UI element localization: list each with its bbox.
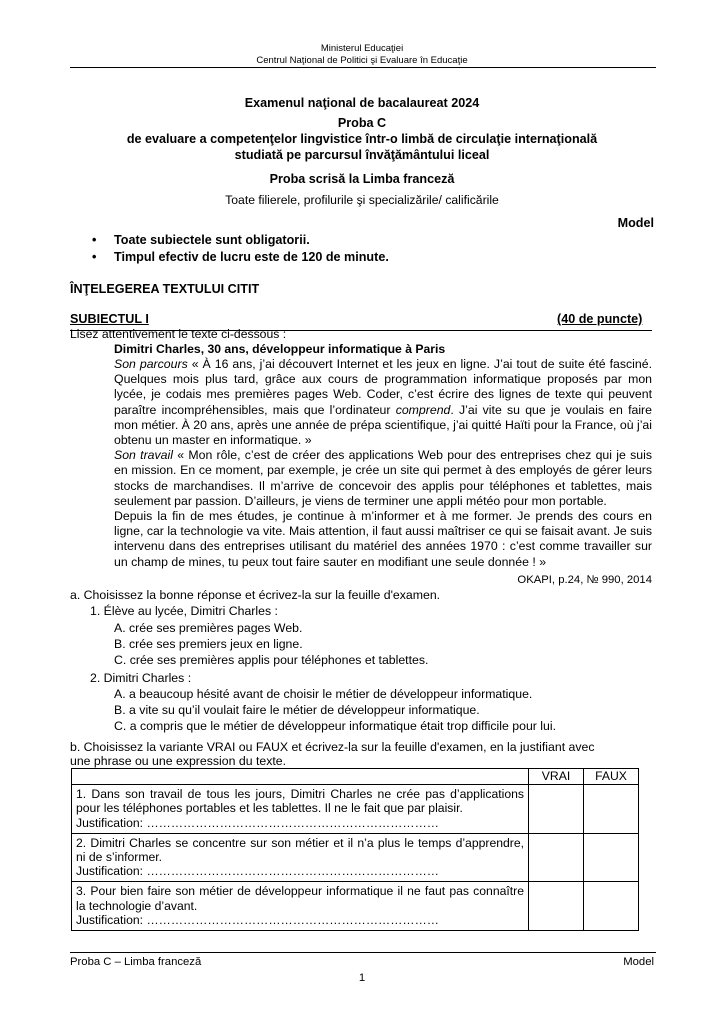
justification-line: Justification: ……………………………………………………………… — [76, 864, 439, 879]
vrai-cell — [529, 882, 584, 931]
footer-right: Model — [623, 956, 654, 968]
exam-title: Examenul naţional de bacalaureat 2024 — [244, 96, 480, 110]
part-a-instruction: a. Choisissez la bonne réponse et écrivez-la sur la feuille d'examen. — [70, 588, 441, 602]
true-false-table — [71, 768, 639, 931]
table-row — [72, 882, 639, 931]
travail-text: « Mon rôle, c’est de créer des applications Web pour des entreprises chez qui je suis en mission. En ce moment, par exemple, je crée un site qui permet à des employés de gérer leurs stocks de marchandises. Il m’arrive de concevoir des applis pour téléphones et tablettes, mais seulement par passion. D’ailleurs, je viens de terminer une appli météo pour mon portable. — [114, 448, 652, 508]
text-title: Dimitri Charles, 30 ans, développeur informatique à Paris — [114, 342, 446, 356]
header-ministry: Ministerul Educaţiei — [320, 43, 404, 54]
emphasis-comprend: comprend — [395, 402, 451, 417]
streams-line: Toate filierele, profilurile şi specializările/ calificările — [225, 193, 499, 207]
written-test-title: Proba scrisă la Limba franceză — [269, 172, 455, 186]
instructions-list — [92, 232, 389, 266]
subject-points: (40 de puncte) — [557, 312, 643, 326]
proba-title: Proba C — [337, 116, 387, 130]
subject-label: SUBIECTUL I — [70, 312, 149, 326]
statement-cell — [72, 785, 529, 834]
statement-text: 1. Dans son travail de tous les jours, Dimitri Charles ne crée pas d’applications pour les téléphones portables et les tablettes. Il ne le fait que par plaisir. — [76, 787, 524, 816]
part-b-instruction-2: une phrase ou une expression du texte. — [70, 754, 287, 768]
col-vrai: VRAI — [529, 769, 584, 785]
faux-cell — [584, 833, 639, 882]
header-center: Centrul Naţional de Politici şi Evaluare în Educaţie — [256, 55, 468, 66]
faux-cell — [584, 785, 639, 834]
model-label: Model — [617, 216, 654, 230]
table-header-row — [72, 769, 639, 785]
q1-option-c: C. crée ses premières applis pour téléphones et tablettes. — [114, 653, 429, 667]
footer-divider — [70, 952, 656, 953]
instruction-item: • Timpul efectiv de lucru este de 120 de minute. — [92, 249, 389, 266]
reading-intro: Lisez attentivement le texte ci-dessous : — [70, 327, 287, 341]
q2-option-c: C. a compris que le métier de développeur informatique était trop difficile pour lui. — [114, 719, 557, 733]
instruction-item: • Toate subiectele sunt obligatorii. — [92, 232, 389, 249]
justification-line: Justification: ……………………………………………………………… — [76, 815, 439, 830]
travail-lead: Son travail — [114, 448, 173, 463]
section-title: ÎNŢELEGEREA TEXTULUI CITIT — [70, 282, 260, 296]
parcours-text-b: . J’ai vite su que je voulais en faire mon métier. À 20 ans, après une année de prépa scientifique, j’ai quitté Haïti pour la France, où j’ai obtenu un master en informatique. » — [114, 402, 652, 448]
paragraph-formation: Depuis la fin de mes études, je continue à m’informer et à me former. Je prends des cours en ligne, car la technologie va vite. Mais attention, il faut aussi maîtriser ce qui se faisait avant. Je suis intervenu dans des entreprises utilisant du matériel des années 1970 : c’est comme travailler sur un champ de mines, tu peux tout faire sauter en modifiant une seule donnée ! » — [114, 509, 652, 569]
statement-cell — [72, 833, 529, 882]
q2-option-a: A. a beaucoup hésité avant de choisir le métier de développeur informatique. — [114, 687, 533, 701]
q2-option-b: B. a vite su qu’il voulait faire le métier de développeur informatique. — [114, 703, 480, 717]
table-header-blank — [72, 769, 529, 785]
faux-cell — [584, 882, 639, 931]
header-divider — [70, 67, 656, 68]
parcours-text-a: « À 16 ans, j’ai découvert Internet et les jeux en ligne. J’ai tout de suite été fasciné. Quelques mois plus tard, grâce aux cours de programmation informatique proposés par mon lycée, je codais mes premières pages Web. Coder, c’est écrire des lignes de texte qui peuvent paraître incompréhensibles, mais que l’ordinateur — [114, 357, 652, 417]
justification-line: Justification: ……………………………………………………………… — [76, 912, 439, 927]
q1-option-b: B. crée ses premiers jeux en ligne. — [114, 637, 303, 651]
table-row — [72, 785, 639, 834]
proba-desc-1: de evaluare a competenţelor lingvistice într-o limbă de circulaţie internaţională — [126, 132, 598, 146]
text-source: OKAPI, p.24, № 990, 2014 — [517, 574, 652, 586]
statement-cell — [72, 882, 529, 931]
statement-text: 2. Dimitri Charles se concentre sur son métier et il n’a plus le temps d’apprendre, ni de s’informer. — [76, 835, 524, 865]
paragraph-parcours — [70, 357, 652, 448]
q2-stem: 2. Dimitri Charles : — [90, 671, 192, 685]
part-b-instruction-1: b. Choisissez la variante VRAI ou FAUX et écrivez-la sur la feuille d'examen, en la justifiant avec — [70, 740, 595, 754]
footer-left: Proba C – Limba franceză — [70, 956, 202, 968]
q1-stem: 1. Élève au lycée, Dimitri Charles : — [90, 604, 278, 618]
q1-option-a: A. crée ses premières pages Web. — [114, 621, 303, 635]
col-faux: FAUX — [584, 769, 639, 785]
statement-text: 3. Pour bien faire son métier de développeur informatique il ne faut pas connaître la technologie d’avant. — [76, 884, 524, 913]
vrai-cell — [529, 785, 584, 834]
paragraph-travail — [70, 448, 652, 509]
vrai-cell — [529, 833, 584, 882]
reading-text — [70, 357, 652, 570]
page-number: 1 — [358, 972, 366, 984]
parcours-lead: Son parcours — [114, 357, 188, 371]
proba-desc-2: studiată pe parcursul învăţământului liceal — [234, 148, 490, 162]
table-row — [72, 833, 639, 882]
